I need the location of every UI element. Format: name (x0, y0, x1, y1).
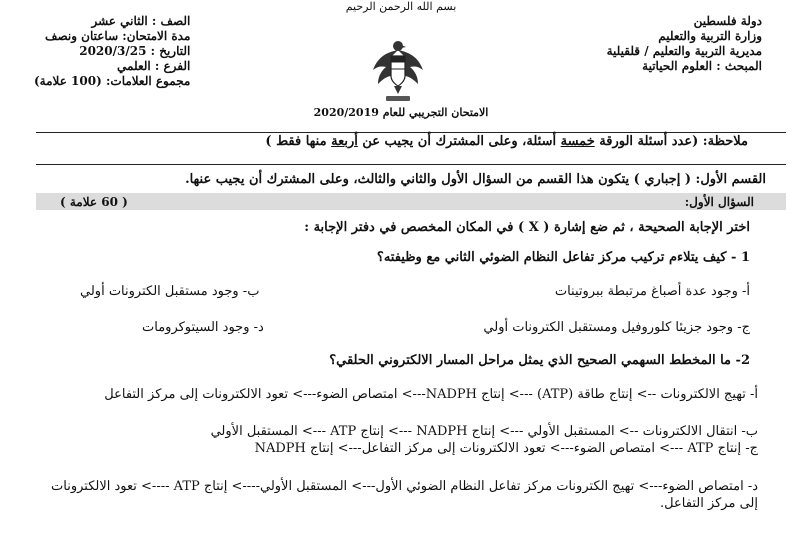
q2-option-b: ب- انتقال الالكترونات --> المستقبل الأولي ---> إنتاج NADPH ---> إنتاج ATP ---> المستقبل الأولي (210, 424, 758, 439)
question-label: السؤال الأول: (684, 195, 754, 209)
basmala: بسم الله الرحمن الرحيم (345, 0, 457, 13)
header-right-block (607, 14, 762, 74)
q2-option-d: د- امتصاص الضوء---> تهيج الكترونات مركز تفاعل النظام الضوئي الأول---> المستقبل الأولي----> إنتاج ATP ----> تعود الالكترونات إلى مركز التفاعل. (51, 479, 758, 511)
q2-stem (329, 353, 750, 368)
note-divider (36, 164, 786, 165)
section-title: القسم الأول: ( إجباري ) يتكون هذا القسم من السؤال الأول والثاني والثالث، وعلى المشترك أن يجيب عنها. (185, 172, 766, 187)
q1-text: كيف يتلاءم تركيب مركز تفاعل النظام الضوئي الثاني مع وظيفته؟ (376, 250, 727, 265)
note-five: خمسة (560, 134, 595, 149)
q1-number: 1 - (731, 250, 750, 265)
header-grade: الصف : الثاني عشر (91, 14, 191, 28)
header-subject: المبحث : العلوم الحياتية (642, 59, 762, 73)
q1-option-a: أ- وجود عدة أصباغ مرتبطة ببروتينات (554, 284, 750, 299)
q1-option-b: ب- وجود مستقبل الكترونات أولي (80, 284, 260, 299)
exam-note (265, 134, 748, 149)
q1-stem (377, 250, 750, 265)
question-header-band (36, 193, 786, 210)
exam-title: الامتحان التجريبي للعام 2020/2019 (313, 106, 489, 119)
header-left-block (34, 14, 190, 89)
q2-option-a: أ- تهيج الالكترونات --> إنتاج طاقة (ATP) ---> إنتاج NADPH---> امتصاص الضوء---> تعود الالكترونات إلى مركز التفاعل (104, 387, 758, 402)
header-directorate: مديرية التربية والتعليم / قلقيلية (606, 44, 762, 58)
note-middle: أسئلة، وعلى المشترك أن يجيب عن (357, 134, 561, 149)
header-divider (36, 132, 786, 133)
header-total-marks: مجموع العلامات: (100 علامة) (34, 74, 191, 88)
header-date: التاريخ : 2020/3/25 (79, 44, 191, 58)
header-country: دولة فلسطين (693, 14, 762, 28)
q1-option-c: ج- وجود جزيئا كلوروفيل ومستقبل الكترونات أولي (483, 320, 750, 335)
note-suffix: منها فقط ) (265, 134, 332, 149)
q2-text: ما المخطط السهمي الصحيح الذي يمثل مراحل المسار الالكتروني الحلقي؟ (329, 353, 732, 368)
note-prefix: ملاحظة: (عدد أسئلة الورقة (594, 134, 748, 149)
palestine-eagle-emblem-icon (370, 36, 426, 106)
header-duration: مدة الامتحان: ساعتان ونصف (45, 29, 191, 43)
q1-option-d: د- وجود السيتوكرومات (142, 320, 264, 335)
header-ministry: وزارة التربية والتعليم (658, 29, 762, 43)
header-branch: الفرع : العلمي (117, 59, 191, 73)
q2-option-c: ج- إنتاج ATP ---> امتصاص الضوء---> تعود الالكترونات إلى مركز التفاعل---> إنتاج NADPH (254, 441, 758, 456)
q2-number: 2- (735, 353, 750, 368)
note-four: أربعة (331, 134, 358, 149)
question-instruction: اختر الإجابة الصحيحة ، ثم ضع إشارة ( X ) في المكان المخصص في دفتر الإجابة : (304, 220, 750, 235)
question-marks: ( 60 علامة ) (60, 195, 128, 209)
